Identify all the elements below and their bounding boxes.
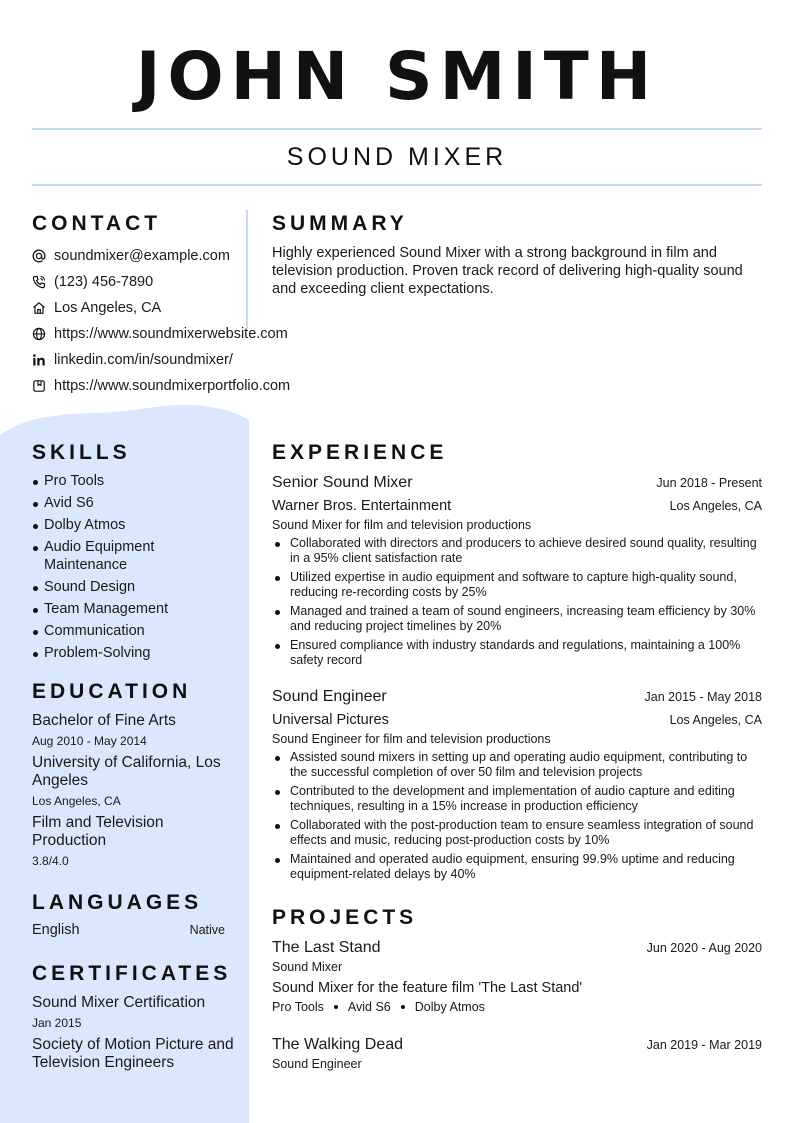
experience-description: Sound Mixer for film and television productions xyxy=(272,518,532,532)
experience-bullet: Contributed to the development and implementation of audio capture and editing techniques, resulting in a 15% increase in production efficiency xyxy=(272,784,762,814)
projects-heading: PROJECTS xyxy=(272,906,418,929)
certificate-name: Sound Mixer Certification xyxy=(32,994,206,1011)
skill-item: Dolby Atmos xyxy=(32,516,232,534)
skill-item: Avid S6 xyxy=(32,494,232,512)
experience-bullet: Managed and trained a team of sound engineers, increasing team efficiency by 30% and reducing project timelines by 20% xyxy=(272,604,762,634)
language-row xyxy=(32,922,225,938)
education-gpa: 3.8/4.0 xyxy=(32,854,69,868)
experience-bullet: Collaborated with the post-production team to ensure seamless integration of sound effects and music, reducing post-production costs by 10% xyxy=(272,818,762,848)
experience-bullet: Assisted sound mixers in setting up and operating audio equipment, contributing to the successful completion of over 50 film and television projects xyxy=(272,750,762,780)
experience-role: Sound Engineer xyxy=(272,688,387,705)
education-dates: Aug 2010 - May 2014 xyxy=(32,734,147,748)
experience-bullets xyxy=(272,750,762,882)
education-field: Film and Television Production xyxy=(32,814,164,849)
project-title: The Last Stand xyxy=(272,939,381,956)
experience-bullet: Utilized expertise in audio equipment and software to capture high-quality sound, reducing re-recording costs by 25% xyxy=(272,570,762,600)
certificates-heading: CERTIFICATES xyxy=(32,962,232,985)
project-tag: Pro Tools xyxy=(272,1000,324,1014)
candidate-name: JOHN SMITH xyxy=(135,38,659,115)
experience-description: Sound Engineer for film and television productions xyxy=(272,732,551,746)
portfolio-icon xyxy=(32,379,46,393)
skills-heading: SKILLS xyxy=(32,441,131,464)
experience-entry xyxy=(272,474,762,672)
contact-location-text: Los Angeles, CA xyxy=(54,300,162,316)
experience-role: Senior Sound Mixer xyxy=(272,474,413,491)
experience-bullets xyxy=(272,536,762,668)
contact-list xyxy=(32,243,290,399)
experience-location: Los Angeles, CA xyxy=(669,713,762,727)
experience-company: Warner Bros. Entertainment xyxy=(272,498,452,514)
project-dates: Jun 2020 - Aug 2020 xyxy=(646,941,762,955)
skills-list xyxy=(32,472,232,666)
project-entry xyxy=(272,939,762,1014)
contact-email[interactable] xyxy=(32,243,290,269)
experience-company: Universal Pictures xyxy=(272,712,389,728)
globe-icon xyxy=(32,327,46,341)
at-icon xyxy=(32,249,46,263)
header-divider-top xyxy=(32,128,762,130)
skill-item: Sound Design xyxy=(32,578,232,596)
certificate-date: Jan 2015 xyxy=(32,1016,82,1030)
contact-phone[interactable] xyxy=(32,269,290,295)
experience-heading: EXPERIENCE xyxy=(272,441,448,464)
project-tags xyxy=(272,1000,762,1014)
languages-heading: LANGUAGES xyxy=(32,891,203,914)
home-icon xyxy=(32,301,46,315)
experience-bullet: Collaborated with directors and producers to achieve desired sound quality, resulting in a 95% client satisfaction rate xyxy=(272,536,762,566)
certificate-issuer: Society of Motion Picture and Television Engineers xyxy=(32,1036,234,1071)
skill-item: Pro Tools xyxy=(32,472,232,490)
project-title: The Walking Dead xyxy=(272,1036,404,1053)
header-divider-bottom xyxy=(32,184,762,186)
project-role: Sound Engineer xyxy=(272,1057,362,1071)
education-location: Los Angeles, CA xyxy=(32,794,121,808)
project-tag: Avid S6 xyxy=(347,1000,391,1014)
contact-location xyxy=(32,295,290,321)
language-proficiency: Native xyxy=(189,923,225,937)
education-school: University of California, Los Angeles xyxy=(32,754,221,789)
project-role: Sound Mixer xyxy=(272,960,343,974)
tag-separator xyxy=(401,1005,405,1009)
project-entry xyxy=(272,1036,762,1071)
experience-entry xyxy=(272,688,762,886)
contact-heading: CONTACT xyxy=(32,212,162,235)
contact-portfolio-text: https://www.soundmixerportfolio.com xyxy=(54,378,291,394)
contact-portfolio[interactable] xyxy=(32,373,290,399)
project-tag: Dolby Atmos xyxy=(414,1000,485,1014)
skill-item: Team Management xyxy=(32,600,232,618)
skill-item: Communication xyxy=(32,622,232,640)
experience-location: Los Angeles, CA xyxy=(669,499,762,513)
experience-dates: Jan 2015 - May 2018 xyxy=(644,690,762,704)
contact-website[interactable] xyxy=(32,321,290,347)
tag-separator xyxy=(334,1005,338,1009)
education-entry xyxy=(32,712,237,874)
education-heading: EDUCATION xyxy=(32,680,192,703)
contact-phone-text: (123) 456-7890 xyxy=(54,274,154,290)
contact-website-text: https://www.soundmixerwebsite.com xyxy=(54,326,288,342)
project-description: Sound Mixer for the feature film 'The Last Stand' xyxy=(272,980,583,996)
summary-heading: SUMMARY xyxy=(272,212,408,235)
experience-dates: Jun 2018 - Present xyxy=(656,476,762,490)
education-degree: Bachelor of Fine Arts xyxy=(32,712,176,729)
experience-bullet: Ensured compliance with industry standards and regulations, maintaining a 100% safety record xyxy=(272,638,762,668)
linkedin-icon xyxy=(32,353,46,367)
job-title: SOUND MIXER xyxy=(286,143,508,171)
language-name: English xyxy=(32,922,80,938)
contact-email-text: soundmixer@example.com xyxy=(54,248,230,264)
contact-linkedin[interactable] xyxy=(32,347,290,373)
skill-item: Audio Equipment Maintenance xyxy=(32,538,232,574)
contact-linkedin-text: linkedin.com/in/soundmixer/ xyxy=(54,352,233,368)
summary-text: Highly experienced Sound Mixer with a strong background in film and television production. Proven track record of delivering high-quality sound and exceeding client expectations. xyxy=(272,245,743,297)
certificate-entry xyxy=(32,994,237,1072)
skill-item: Problem-Solving xyxy=(32,644,232,662)
experience-bullet: Maintained and operated audio equipment, ensuring 99.9% uptime and reducing equipment-related delays by 40% xyxy=(272,852,762,882)
phone-icon xyxy=(32,275,46,289)
project-dates: Jan 2019 - Mar 2019 xyxy=(646,1038,762,1052)
